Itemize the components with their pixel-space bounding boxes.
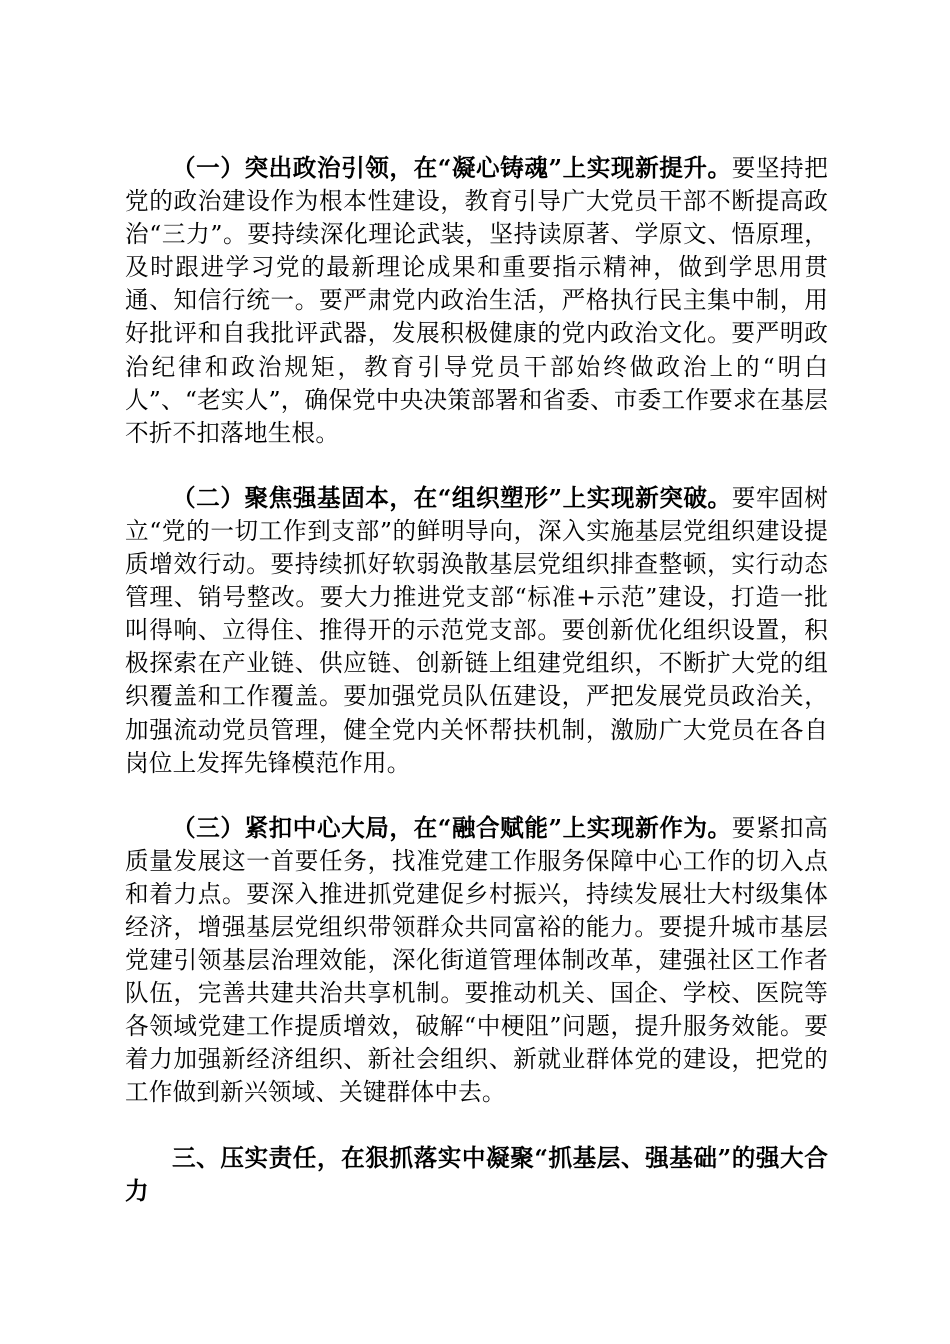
paragraph-central-work — [125, 812, 828, 1110]
document-body — [125, 152, 828, 1208]
paragraph-text-organization-building: 要牢固树立“党的一切工作到支部”的鲜明导向，深入实施基层党组织建设提质增效行动。要持续抓好软弱涣散基层党组织排查整顿，实行动态管理、销号整改。要大力推进党支部“标准+示范”建设，打造一批叫得响、立得住、推得开的示范党支部。要创新优化组织设置，积极探索在产业链、供应链、创新链上组建党组织，不断扩大党的组织覆盖和工作覆盖。要加强党员队伍建设，严把发展党员政治关，加强流动党员管理，健全党内关怀帮扶机制，激励广大党员在各自岗位上发挥先锋模范作用。 — [125, 483, 828, 777]
section-heading: 三、压实责任，在狠抓落实中凝聚“抓基层、强基础”的强大合力 — [125, 1143, 828, 1205]
paragraph-organization-building — [125, 482, 828, 780]
paragraph-political-leadership — [125, 152, 828, 450]
paragraph-lead-political-leadership: （一）突出政治引领，在“凝心铸魂”上实现新提升。 — [172, 154, 732, 182]
paragraph-lead-central-work: （三）紧扣中心大局，在“融合赋能”上实现新作为。 — [172, 813, 732, 842]
paragraph-text-political-leadership: 要坚持把党的政治建设作为根本性建设，教育引导广大党员干部不断提高政治“三力”。要持续深化理论武装，坚持读原著、学原文、悟原理，及时跟进学习党的最新理论成果和重要指示精神，做到学思用贯通、知信行统一。要严肃党内政治生活，严格执行民主集中制，用好批评和自我批评武器，发展积极健康的党内政治文化。要严明政治纪律和政治规矩，教育引导党员干部始终做政治上的“明白人”、“老实人”，确保党中央决策部署和省委、市委工作要求在基层不折不扣落地生根。 — [125, 154, 829, 447]
paragraph-lead-organization-building: （二）聚焦强基固本，在“组织塑形”上实现新突破。 — [172, 483, 732, 512]
paragraph-text-central-work: 要紧扣高质量发展这一首要任务，找准党建工作服务保障中心工作的切入点和着力点。要深入推进抓党建促乡村振兴，持续发展壮大村级集体经济，增强基层党组织带领群众共同富裕的能力。要提升城市基层党建引领基层治理效能，深化街道管理体制改革，建强社区工作者队伍，完善共建共治共享机制。要推动机关、国企、学校、医院等各领域党建工作提质增效，破解“中梗阻”问题，提升服务效能。要着力加强新经济组织、新社会组织、新就业群体党的建设，把党的工作做到新兴领域、关键群体中去。 — [125, 813, 828, 1107]
